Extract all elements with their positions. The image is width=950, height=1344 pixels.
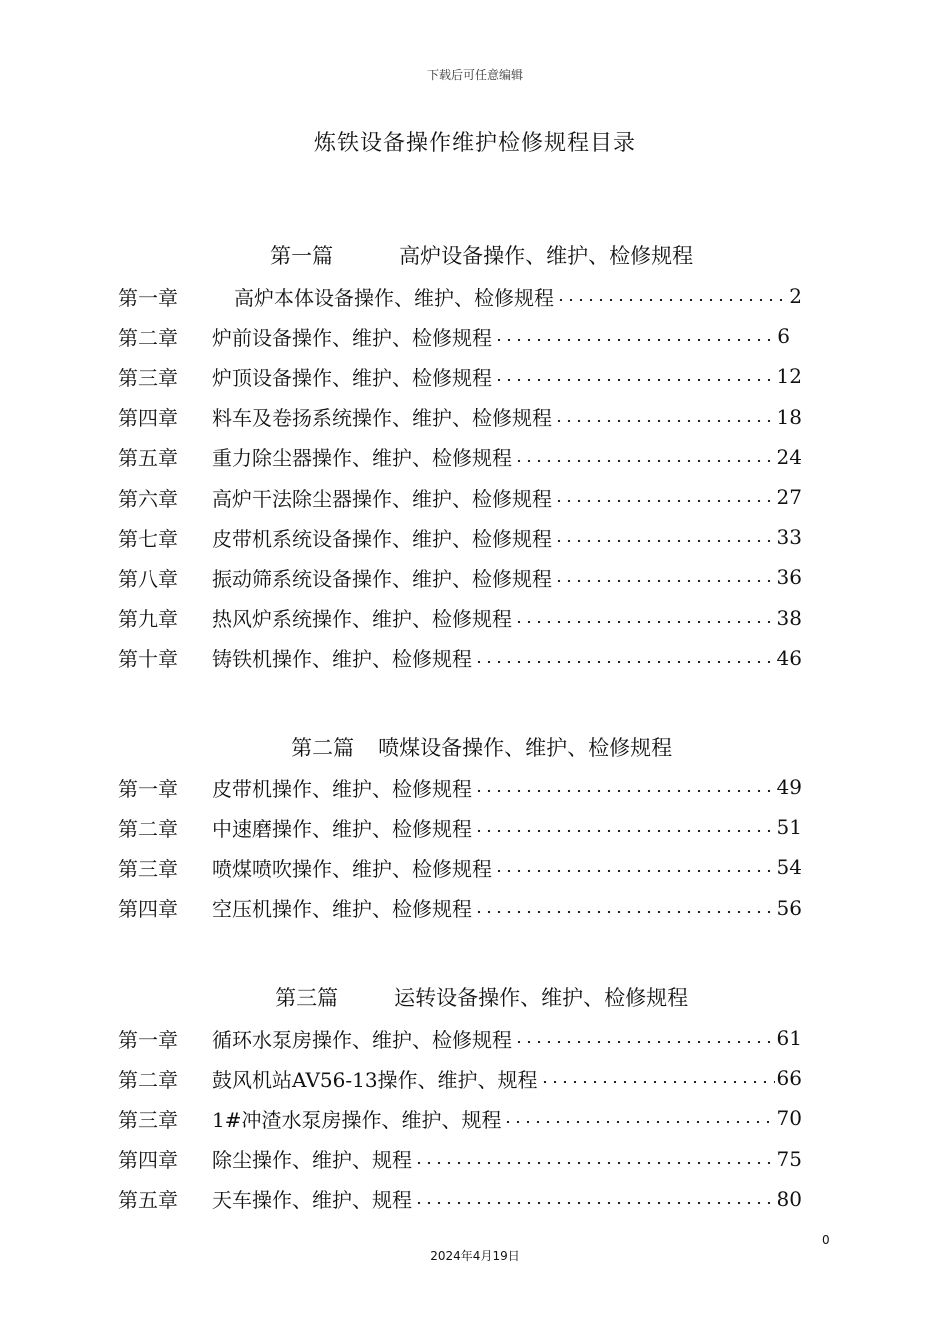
toc-title: 热风炉系统操作、维护、检修规程: [212, 607, 512, 632]
toc-title: 高炉干法除尘器操作、维护、检修规程: [212, 486, 552, 511]
document-title: 炼铁设备操作维护检修规程目录: [313, 131, 636, 156]
toc-page: 33: [776, 525, 802, 550]
toc-page: 54: [776, 855, 802, 880]
toc-chapter: 第十章: [118, 647, 178, 672]
toc-row[interactable]: [118, 1098, 802, 1138]
dot-leader: [474, 830, 775, 832]
toc-row[interactable]: [118, 767, 802, 807]
toc-row[interactable]: [118, 397, 802, 437]
toc-list: [118, 767, 802, 928]
part-heading: [0, 216, 950, 270]
dot-leader: [494, 379, 775, 381]
dot-leader: [514, 460, 775, 462]
toc-title: 天车操作、维护、规程: [212, 1188, 412, 1213]
toc-page: 18: [776, 404, 802, 429]
toc-chapter: 第四章: [118, 406, 178, 431]
toc-chapter: 第二章: [118, 816, 178, 841]
toc-title: 空压机操作、维护、检修规程: [212, 897, 472, 922]
toc-title: 除尘操作、维护、规程: [212, 1148, 412, 1173]
footer-date: 2024年4月19日: [430, 1249, 520, 1263]
toc-row[interactable]: [118, 477, 802, 517]
toc-chapter: 第八章: [118, 566, 178, 591]
dot-leader: [514, 621, 775, 623]
toc-title: 皮带机系统设备操作、维护、检修规程: [212, 526, 552, 551]
dot-leader: [540, 1081, 775, 1083]
toc-row[interactable]: [118, 888, 802, 928]
toc-list: [118, 1018, 802, 1219]
toc-chapter: 第一章: [118, 1027, 178, 1052]
dot-leader: [474, 911, 775, 913]
toc-title: 高炉本体设备操作、维护、检修规程: [234, 285, 554, 310]
toc-chapter: 第九章: [118, 607, 178, 632]
part-title: 运转设备操作、维护、检修规程: [394, 986, 689, 1010]
header-note: 下载后可任意编辑: [426, 68, 523, 82]
toc-chapter: 第七章: [118, 526, 178, 551]
toc-chapter: 第一章: [118, 285, 178, 310]
toc-row[interactable]: [118, 557, 802, 597]
toc-title: 中速磨操作、维护、检修规程: [212, 816, 472, 841]
part-title: 喷煤设备操作、维护、检修规程: [378, 736, 673, 760]
dot-leader: [514, 1041, 775, 1043]
dot-leader: [554, 500, 775, 502]
toc-row[interactable]: [118, 638, 802, 678]
part-label: 第三篇: [275, 986, 339, 1010]
dot-leader: [554, 420, 775, 422]
toc-row[interactable]: [118, 517, 802, 557]
toc-page: 75: [776, 1146, 802, 1171]
toc-row[interactable]: [118, 1058, 802, 1098]
toc-list: [118, 276, 802, 678]
toc-chapter: 第三章: [118, 365, 178, 390]
part-heading: [0, 708, 950, 762]
dot-leader: [474, 661, 775, 663]
toc-title: 鼓风机站AV56-13操作、维护、规程: [212, 1067, 538, 1092]
toc-title: 铸铁机操作、维护、检修规程: [212, 647, 472, 672]
toc-row[interactable]: [118, 1179, 802, 1219]
toc-title: 喷煤喷吹操作、维护、检修规程: [212, 856, 492, 881]
toc-page: 66: [776, 1066, 802, 1091]
toc-page: 2: [789, 284, 802, 309]
toc-page: 12: [776, 364, 802, 389]
toc-page: 80: [776, 1186, 802, 1211]
toc-title: 重力除尘器操作、维护、检修规程: [212, 446, 512, 471]
part-label: 第一篇: [270, 244, 334, 268]
dot-leader: [414, 1162, 775, 1164]
toc-row[interactable]: [118, 598, 802, 638]
dot-leader: [554, 540, 775, 542]
part-label: 第二篇: [291, 736, 355, 760]
toc-chapter: 第三章: [118, 856, 178, 881]
toc-page: 27: [776, 485, 802, 510]
dot-leader: [474, 790, 775, 792]
toc-row[interactable]: [118, 316, 790, 356]
toc-page: 46: [776, 645, 802, 670]
toc-page: 56: [776, 895, 802, 920]
part-heading: [0, 958, 950, 1012]
toc-page: 38: [776, 605, 802, 630]
toc-row[interactable]: [118, 807, 802, 847]
dot-leader: [556, 299, 787, 301]
toc-row[interactable]: [118, 1139, 802, 1179]
toc-title: 皮带机操作、维护、检修规程: [212, 776, 472, 801]
toc-chapter: 第二章: [118, 325, 178, 350]
toc-title: 炉顶设备操作、维护、检修规程: [212, 365, 492, 390]
dot-leader: [554, 580, 775, 582]
dot-leader: [494, 870, 775, 872]
toc-chapter: 第五章: [118, 446, 178, 471]
toc-title: 炉前设备操作、维护、检修规程: [212, 325, 492, 350]
toc-chapter: 第四章: [118, 897, 178, 922]
toc-page: 49: [776, 775, 802, 800]
toc-title: 1#冲渣水泵房操作、维护、规程: [212, 1107, 502, 1132]
toc-row[interactable]: [118, 276, 802, 316]
dot-leader: [503, 1121, 774, 1123]
toc-row[interactable]: [118, 847, 802, 887]
toc-page: 51: [776, 815, 802, 840]
toc-page: 6: [777, 324, 790, 349]
toc-page: 36: [776, 565, 802, 590]
toc-chapter: 第六章: [118, 486, 178, 511]
toc-title: 循环水泵房操作、维护、检修规程: [212, 1027, 512, 1052]
toc-page: 70: [776, 1106, 802, 1131]
toc-chapter: 第三章: [118, 1107, 178, 1132]
toc-page: 61: [776, 1026, 802, 1051]
toc-title: 振动筛系统设备操作、维护、检修规程: [212, 566, 552, 591]
toc-row[interactable]: [118, 1018, 802, 1058]
toc-chapter: 第五章: [118, 1188, 178, 1213]
toc-page: 24: [776, 444, 802, 469]
dot-leader: [414, 1202, 775, 1204]
toc-title: 料车及卷扬系统操作、维护、检修规程: [212, 406, 552, 431]
dot-leader: [494, 339, 775, 341]
page-number: 0: [822, 1233, 830, 1247]
toc-row[interactable]: [118, 437, 802, 477]
toc-row[interactable]: [118, 356, 802, 396]
toc-chapter: 第四章: [118, 1148, 178, 1173]
toc-chapter: 第二章: [118, 1067, 178, 1092]
part-title: 高炉设备操作、维护、检修规程: [399, 244, 694, 268]
toc-chapter: 第一章: [118, 776, 178, 801]
